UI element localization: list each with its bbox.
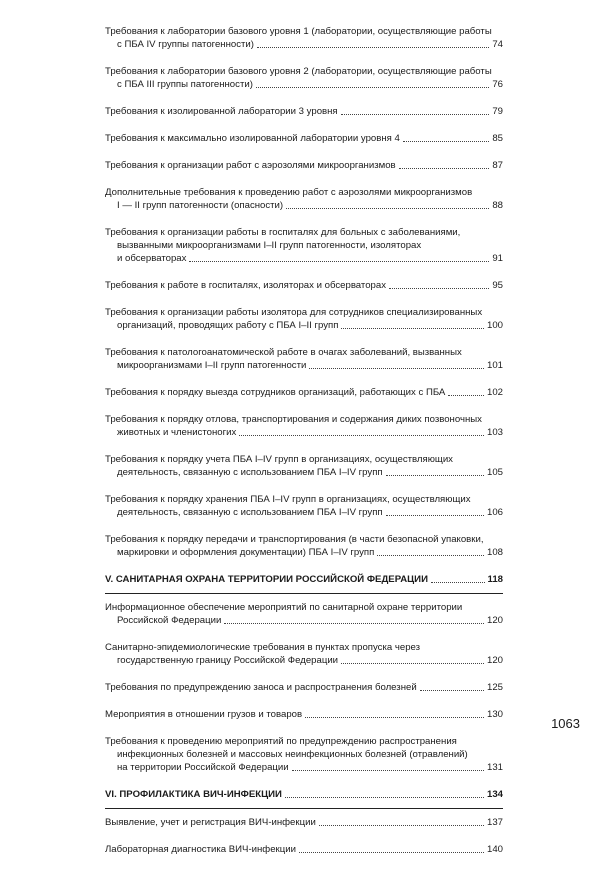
toc-entry-text: деятельность, связанную с использованием ПБА I–IV групп xyxy=(117,507,383,518)
dot-leader xyxy=(377,555,484,556)
toc-entry[interactable] xyxy=(105,816,503,829)
toc-entry[interactable] xyxy=(105,306,503,332)
toc-page-number: 100 xyxy=(486,320,503,331)
toc-entry-text: инфекционных болезней и массовых неинфекционных болезней (отравлений) xyxy=(117,749,468,760)
toc-entry[interactable] xyxy=(105,386,503,399)
toc-section-heading[interactable] xyxy=(105,788,503,801)
toc-entry-text: Санитарно-эпидемиологические требования в пунктах пропуска через xyxy=(105,642,421,653)
toc-entry-text: деятельность, связанную с использованием ПБА I–IV групп xyxy=(117,467,383,478)
dot-leader xyxy=(431,582,485,583)
toc-entry[interactable] xyxy=(105,279,503,292)
toc-page-number: 125 xyxy=(486,682,503,693)
toc-page-number: 103 xyxy=(486,427,503,438)
toc-entry[interactable] xyxy=(105,159,503,172)
toc-page-number: 131 xyxy=(486,762,503,773)
toc-page-number: 118 xyxy=(487,574,503,585)
toc-entry[interactable] xyxy=(105,601,503,627)
toc-entry-text: Мероприятия в отношении грузов и товаров xyxy=(105,709,303,720)
toc-entry[interactable] xyxy=(105,493,503,519)
dot-leader xyxy=(305,717,484,718)
dot-leader xyxy=(399,168,490,169)
toc-page-number: 91 xyxy=(492,253,503,264)
toc-entry-text: на территории Российской Федерации xyxy=(117,762,289,773)
toc-page-number: 120 xyxy=(486,615,503,626)
toc-page-number: 140 xyxy=(486,844,503,855)
dot-leader xyxy=(257,47,489,48)
toc-entry[interactable] xyxy=(105,843,503,856)
dot-leader xyxy=(448,395,484,396)
toc-page-number: 95 xyxy=(492,280,503,291)
toc-entry[interactable] xyxy=(105,453,503,479)
toc-entry-text: Требования к организации работы в госпиталях для больных с заболеваниями, xyxy=(105,227,461,238)
toc-entry[interactable] xyxy=(105,132,503,145)
table-of-contents xyxy=(105,25,503,870)
toc-entry-text: Требования к порядку отлова, транспортирования и содержания диких позвоночных xyxy=(105,414,482,425)
toc-entry-text: Требования к патологоанатомической работе в очагах заболеваний, вызванных xyxy=(105,347,462,358)
dot-leader xyxy=(319,825,484,826)
page-number: 1063 xyxy=(551,716,580,731)
toc-page-number: 137 xyxy=(486,817,503,828)
toc-page-number: 74 xyxy=(492,39,503,50)
dot-leader xyxy=(299,852,484,853)
toc-entry[interactable] xyxy=(105,226,503,265)
toc-entry[interactable] xyxy=(105,25,503,51)
toc-page-number: 85 xyxy=(492,133,503,144)
toc-entry[interactable] xyxy=(105,735,503,774)
toc-entry-text: Выявление, учет и регистрация ВИЧ-инфекции xyxy=(105,817,316,828)
toc-page-number: 102 xyxy=(486,387,503,398)
dot-leader xyxy=(403,141,489,142)
toc-entry-text: Требования к изолированной лаборатории 3 уровня xyxy=(105,106,338,117)
dot-leader xyxy=(224,623,484,624)
toc-page-number: 88 xyxy=(492,200,503,211)
toc-entry-text: Требования к порядку выезда сотрудников организаций, работающих с ПБА xyxy=(105,387,446,398)
toc-entry[interactable] xyxy=(105,681,503,694)
toc-entry[interactable] xyxy=(105,641,503,667)
toc-section-heading[interactable] xyxy=(105,573,503,586)
dot-leader xyxy=(256,87,489,88)
toc-entry[interactable] xyxy=(105,346,503,372)
toc-page-number: 120 xyxy=(486,655,503,666)
toc-entry[interactable] xyxy=(105,533,503,559)
dot-leader xyxy=(286,208,489,209)
toc-entry-text: Требования к порядку передачи и транспортирования (в части безопасной упаковки, xyxy=(105,534,484,545)
toc-page-number: 106 xyxy=(486,507,503,518)
toc-entry-text: Требования к лаборатории базового уровня 1 (лаборатории, осуществляющие работы xyxy=(105,26,492,37)
dot-leader xyxy=(285,797,484,798)
toc-entry-text: I — II групп патогенности (опасности) xyxy=(117,200,284,211)
toc-entry-text: Российской Федерации xyxy=(117,615,222,626)
toc-entry[interactable] xyxy=(105,65,503,91)
toc-entry[interactable] xyxy=(105,186,503,212)
dot-leader xyxy=(386,475,484,476)
toc-entry-text: животных и членистоногих xyxy=(117,427,237,438)
toc-page-number: 79 xyxy=(492,106,503,117)
toc-entry-text: Требования к лаборатории базового уровня 2 (лаборатории, осуществляющие работы xyxy=(105,66,492,77)
dot-leader xyxy=(341,328,484,329)
toc-entry-text: Требования к максимально изолированной лаборатории уровня 4 xyxy=(105,133,400,144)
dot-leader xyxy=(309,368,484,369)
dot-leader xyxy=(292,770,484,771)
toc-entry-text: с ПБА III группы патогенности) xyxy=(117,79,253,90)
toc-entry-text: Лабораторная диагностика ВИЧ-инфекции xyxy=(105,844,296,855)
toc-entry-text: и обсерваторах xyxy=(117,253,187,264)
toc-page-number: 105 xyxy=(486,467,503,478)
toc-entry-text: Требования к работе в госпиталях, изоляторах и обсерваторах xyxy=(105,280,387,291)
dot-leader xyxy=(386,515,484,516)
toc-entry[interactable] xyxy=(105,105,503,118)
dot-leader xyxy=(389,288,489,289)
toc-entry-text: Информационное обеспечение мероприятий по санитарной охране территории xyxy=(105,602,463,613)
toc-entry-text: V. САНИТАРНАЯ ОХРАНА ТЕРРИТОРИИ РОССИЙСКОЙ ФЕДЕРАЦИИ xyxy=(105,574,428,585)
toc-page-number: 87 xyxy=(492,160,503,171)
section-divider xyxy=(105,593,503,594)
toc-page-number: 108 xyxy=(486,547,503,558)
toc-entry-text: с ПБА IV группы патогенности) xyxy=(117,39,254,50)
toc-entry-text: Требования по предупреждению заноса и распространения болезней xyxy=(105,682,417,693)
dot-leader xyxy=(341,663,484,664)
toc-entry[interactable] xyxy=(105,708,503,721)
toc-entry-text: Требования к организации работы изолятора для сотрудников специализированных xyxy=(105,307,483,318)
toc-entry-text: Требования к порядку хранения ПБА I–IV групп в организациях, осуществляющих xyxy=(105,494,471,505)
section-divider xyxy=(105,808,503,809)
toc-entry-text: Дополнительные требования к проведению работ с аэрозолями микроорганизмов xyxy=(105,187,473,198)
dot-leader xyxy=(341,114,490,115)
toc-page-number: 134 xyxy=(486,789,503,800)
toc-page-number: 76 xyxy=(492,79,503,90)
toc-entry-text: государственную границу Российской Федерации xyxy=(117,655,339,666)
toc-entry[interactable] xyxy=(105,413,503,439)
toc-entry-text: маркировки и оформления документации) ПБА I–IV групп xyxy=(117,547,375,558)
toc-entry-text: вызванными микроорганизмами I–II групп патогенности, изоляторах xyxy=(117,240,422,251)
toc-entry-text: VI. ПРОФИЛАКТИКА ВИЧ-ИНФЕКЦИИ xyxy=(105,789,282,800)
dot-leader xyxy=(420,690,484,691)
toc-entry-text: организаций, проводящих работу с ПБА I–II групп xyxy=(117,320,339,331)
toc-entry-text: микроорганизмами I–II групп патогенности xyxy=(117,360,307,371)
toc-entry-text: Требования к организации работ с аэрозолями микроорганизмов xyxy=(105,160,396,171)
toc-page-number: 130 xyxy=(486,709,503,720)
toc-page-number: 101 xyxy=(486,360,503,371)
toc-entry-text: Требования к проведению мероприятий по предупреждению распространения xyxy=(105,736,457,747)
dot-leader xyxy=(189,261,489,262)
toc-entry-text: Требования к порядку учета ПБА I–IV групп в организациях, осуществляющих xyxy=(105,454,453,465)
dot-leader xyxy=(239,435,484,436)
